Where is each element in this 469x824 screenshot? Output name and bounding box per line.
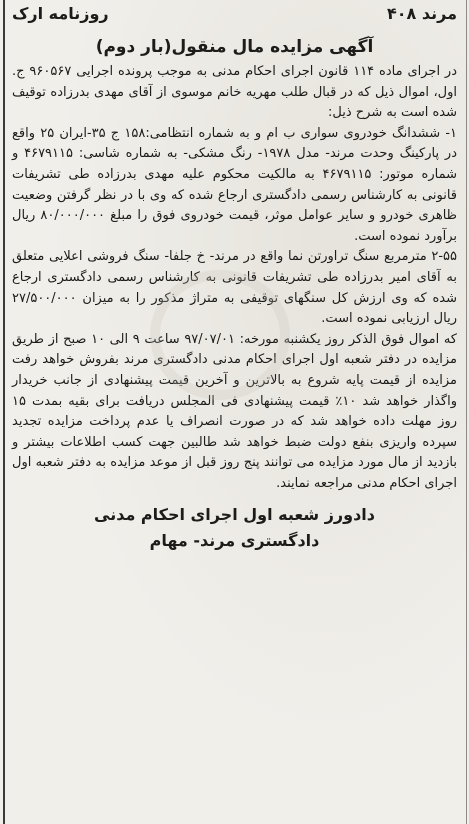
notice-title: آگهی مزایده مال منقول(بار دوم) [95, 37, 374, 57]
notice-paragraph-item-2: ۲-۵۵ مترمربع سنگ تراورتن نما واقع در مرند- خ جلفا- سنگ فروشی اعلایی متعلق به آقای امیر بدرزاده طی تشریفات قانونی به کارشناس رسمی دادگستری ارجاع شده که وی ارزش کل سنگهای توقیفی به متراژ مذکور را به میزان ۲۷/۵۰۰/۰۰۰ ریال ارزیابی نموده است. [12, 249, 457, 327]
notice-paragraph-intro: در اجرای ماده ۱۱۴ قانون اجرای احکام مدنی به موجب پرونده اجرایی ۹۶۰۵۶۷ ج. اول، اموال ذیل که در قبال طلب مهریه خانم موسوی از آقای مهدی بدرزاده توقیف شده است به شرح ذیل: [12, 64, 457, 121]
notice-paragraph-terms: که اموال فوق الذکر روز یکشنبه مورخه: ۹۷/۰۷/۰۱ ساعت ۹ الی ۱۰ صبح از طریق مزایده در دفتر شعبه اول اجرای احکام مدنی دادگستری مرند بفروش خواهد رفت مزایده از قیمت پایه شروع به بالاترین و آخرین قیمت پیشنهادی از جانب خریدار واگذار خواهد شد ۱۰٪ قیمت پیشنهادی فی المجلس دریافت برای بقیه بمدت ۱۵ روز مهلت داده خواهد شد که در صورت انصراف یا عدم پرداخت مزایده تجدید سپرده واریزی بنفع دولت ضبط خواهد شد طالبین جهت کسب اطلاعات بیشتر و بازدید از مال مورد مزایده می توانند پنج روز قبل از موعد مزایده به دفتر شعبه اول اجرای احکام مدنی مراجعه نمایند. [12, 331, 457, 491]
signature-line-1: دادورز شعبه اول اجرای احکام مدنی [94, 505, 375, 525]
notice-signature [12, 502, 457, 554]
notice-paragraph-item-1: ۱- ششدانگ خودروی سواری ب ام و به شماره انتظامی:۱۵۸ ج ۳۵-ایران ۲۵ واقع در پارکینگ وحدت مرند- مدل ۱۹۷۸- رنگ مشکی- به شماره شاسی: ۴۶۷۹۱۱۵ و شماره موتور: ۴۶۷۹۱۱۵ به مالکیت محکوم علیه مهدی بدرزاده طی تشریفات قانونی به کارشناس رسمی دادگستری ارجاع شده که وی با در نظر گرفتن وضعیت ظاهری خودرو و سایر عوامل موثر، قیمت خودروی فوق را مبلغ ۸۰/۰۰۰/۰۰۰ ریال برآورد نموده است. [12, 125, 458, 244]
city-issue-label: مرند ۴۰۸ [387, 4, 457, 23]
signature-line-2: دادگستری مرند- مهام [149, 531, 320, 551]
notice-body [12, 62, 457, 494]
clipping-left-border [3, 0, 5, 824]
clipping-right-border [466, 0, 467, 824]
newspaper-name: روزنامه ارک [12, 4, 109, 23]
clipping-header [12, 4, 457, 34]
